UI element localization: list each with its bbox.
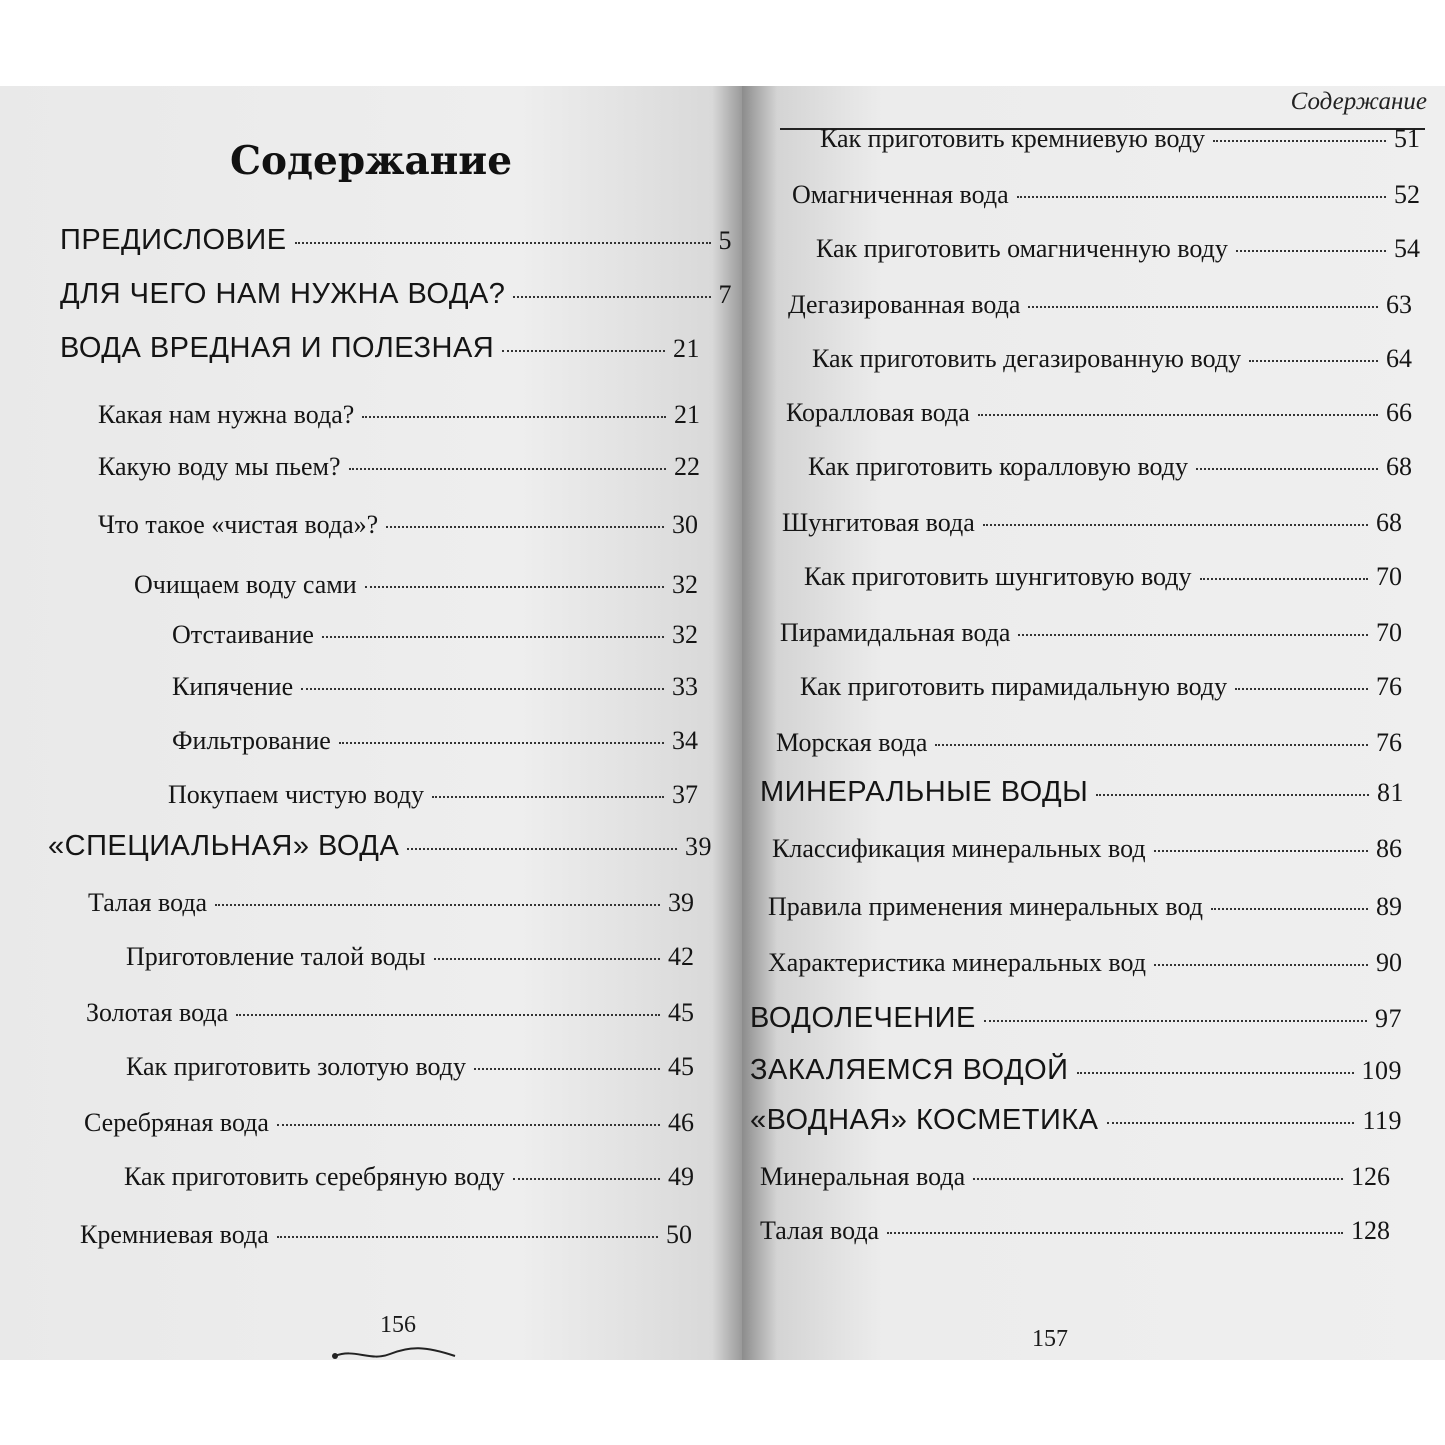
toc-entry-left-kipyachenie xyxy=(172,672,698,702)
book-spread xyxy=(0,86,1445,1360)
dot-leader xyxy=(502,349,665,352)
toc-entry-title: Золотая вода xyxy=(86,998,229,1027)
toc-entry-left-talaya-voda xyxy=(88,888,694,918)
toc-entry-left-prigotovlenie-taloy-vody xyxy=(126,942,694,972)
toc-entry-page-number: 49 xyxy=(668,1162,694,1191)
toc-entry-title: Отстаивание xyxy=(172,620,314,649)
toc-entry-title: Что такое «чистая вода»? xyxy=(98,510,379,539)
dot-leader xyxy=(1018,633,1368,636)
toc-entry-page-number: 64 xyxy=(1386,344,1412,373)
toc-entry-right-kak-prigotovit-korallovuyu-vodu xyxy=(808,452,1412,482)
dot-leader xyxy=(1213,139,1386,142)
toc-entry-title: Приготовление талой воды xyxy=(126,942,426,971)
toc-entry-page-number: 66 xyxy=(1386,398,1412,427)
dot-leader xyxy=(1096,793,1369,796)
dot-leader xyxy=(1154,963,1368,966)
left-page-number: 156 xyxy=(380,1312,416,1338)
toc-entry-title: Какую воду мы пьем? xyxy=(98,452,341,481)
toc-entry-left-otstaivanie xyxy=(172,620,698,650)
toc-entry-left-kak-prigotovit-serebryanuyu-vodu xyxy=(124,1162,694,1192)
toc-entry-right-omagnichennaya-voda xyxy=(792,180,1420,210)
toc-entry-page-number: 51 xyxy=(1394,124,1420,153)
dot-leader xyxy=(349,467,666,470)
toc-entry-page-number: 32 xyxy=(672,570,698,599)
toc-entry-title: ДЛЯ ЧЕГО НАМ НУЖНА ВОДА? xyxy=(60,278,506,310)
toc-entry-page-number: 7 xyxy=(718,280,732,309)
toc-entry-page-number: 34 xyxy=(672,726,698,755)
toc-entry-page-number: 86 xyxy=(1376,834,1402,863)
right-page-number: 157 xyxy=(1032,1326,1068,1352)
toc-entry-title: Кипячение xyxy=(172,672,294,701)
toc-entry-title: МИНЕРАЛЬНЫЕ ВОДЫ xyxy=(760,776,1089,808)
toc-entry-right-morskaya-voda xyxy=(776,728,1402,758)
toc-entry-left-voda-vrednaya-i-poleznaya xyxy=(60,332,700,365)
toc-entry-title: ЗАКАЛЯЕМСЯ ВОДОЙ xyxy=(750,1054,1069,1086)
toc-entry-title: Минеральная вода xyxy=(760,1162,966,1191)
dot-leader xyxy=(1077,1071,1354,1074)
toc-entry-page-number: 46 xyxy=(668,1108,694,1137)
toc-entry-title: Омагниченная вода xyxy=(792,180,1009,209)
running-head: Содержание xyxy=(1290,88,1427,115)
toc-entry-right-kak-prigotovit-shungitovuyu-vodu xyxy=(804,562,1402,592)
toc-entry-title: Фильтрование xyxy=(172,726,331,755)
toc-entry-left-kakuyu-vodu-my-pem xyxy=(98,452,700,482)
dot-leader xyxy=(935,743,1368,746)
toc-entry-left-kremnievaya-voda xyxy=(80,1220,692,1250)
toc-entry-right-harakteristika-mineralnyh-vod xyxy=(768,948,1402,978)
dot-leader xyxy=(407,847,677,850)
toc-entry-right-mineralnye-vody xyxy=(760,776,1404,809)
toc-entry-page-number: 119 xyxy=(1362,1106,1402,1135)
toc-entry-page-number: 70 xyxy=(1376,618,1402,647)
dot-leader xyxy=(1200,577,1368,580)
toc-entry-page-number: 63 xyxy=(1386,290,1412,319)
toc-entry-left-dlya-chego-nam-nuzhna-voda xyxy=(60,278,732,311)
dot-leader xyxy=(301,687,664,690)
toc-entry-page-number: 76 xyxy=(1376,672,1402,701)
dot-leader xyxy=(236,1013,660,1016)
toc-entry-right-kak-prigotovit-kremnievuyu-vodu xyxy=(820,124,1420,154)
dot-leader xyxy=(1236,249,1386,252)
dot-leader xyxy=(1107,1121,1355,1124)
toc-entry-page-number: 30 xyxy=(672,510,698,539)
page-ornament-icon xyxy=(330,1342,460,1364)
toc-entry-left-specialnaya-voda xyxy=(48,830,712,863)
toc-entry-title: Как приготовить пирамидальную воду xyxy=(800,672,1228,701)
toc-entry-page-number: 45 xyxy=(668,1052,694,1081)
dot-leader xyxy=(513,295,710,298)
dot-leader xyxy=(434,957,660,960)
toc-entry-page-number: 32 xyxy=(672,620,698,649)
toc-entry-title: Как приготовить дегазированную воду xyxy=(812,344,1242,373)
toc-entry-title: Характеристика минеральных вод xyxy=(768,948,1146,977)
toc-entry-title: Морская вода xyxy=(776,728,928,757)
toc-entry-title: Покупаем чистую воду xyxy=(168,780,425,809)
toc-entry-page-number: 76 xyxy=(1376,728,1402,757)
toc-entry-title: Как приготовить серебряную воду xyxy=(124,1162,505,1191)
toc-entry-title: Пирамидальная вода xyxy=(780,618,1011,647)
toc-entry-right-mineralnaya-voda xyxy=(760,1162,1390,1192)
dot-leader xyxy=(1196,467,1378,470)
toc-entry-left-filtrovanie xyxy=(172,726,698,756)
toc-entry-title: Талая вода xyxy=(760,1216,880,1245)
dot-leader xyxy=(1211,907,1368,910)
toc-entry-page-number: 90 xyxy=(1376,948,1402,977)
toc-entry-left-predislovie xyxy=(60,224,732,257)
toc-entry-right-pravila-primeneniya-mineralnyh-vod xyxy=(768,892,1402,922)
toc-entry-page-number: 45 xyxy=(668,998,694,1027)
toc-entry-title: Серебряная вода xyxy=(84,1108,269,1137)
toc-entry-page-number: 54 xyxy=(1394,234,1420,263)
dot-leader xyxy=(474,1067,660,1070)
toc-entry-right-piramidalnaya-voda xyxy=(780,618,1402,648)
dot-leader xyxy=(1235,687,1368,690)
toc-entry-title: Как приготовить коралловую воду xyxy=(808,452,1189,481)
toc-entry-page-number: 42 xyxy=(668,942,694,971)
toc-entry-title: ВОДА ВРЕДНАЯ И ПОЛЕЗНАЯ xyxy=(60,332,495,364)
dot-leader xyxy=(887,1231,1343,1234)
dot-leader xyxy=(1249,359,1378,362)
toc-entry-title: Какая нам нужна вода? xyxy=(98,400,355,429)
toc-entry-right-kak-prigotovit-piramidalnuyu-vodu xyxy=(800,672,1402,702)
toc-entry-left-zolotaya-voda xyxy=(86,998,694,1028)
toc-entry-right-zakalyaemsya-vodoy xyxy=(750,1054,1402,1087)
toc-entry-page-number: 70 xyxy=(1376,562,1402,591)
toc-entry-page-number: 33 xyxy=(672,672,698,701)
toc-entry-page-number: 50 xyxy=(666,1220,692,1249)
toc-entry-title: Классификация минеральных вод xyxy=(772,834,1146,863)
toc-entry-page-number: 81 xyxy=(1377,778,1404,807)
dot-leader xyxy=(983,523,1368,526)
toc-entry-title: ПРЕДИСЛОВИЕ xyxy=(60,224,287,256)
toc-entry-page-number: 39 xyxy=(668,888,694,917)
toc-entry-title: Как приготовить шунгитовую воду xyxy=(804,562,1192,591)
toc-entry-title: Дегазированная вода xyxy=(788,290,1021,319)
toc-entry-title: Кремниевая вода xyxy=(80,1220,269,1249)
toc-entry-title: Как приготовить золотую воду xyxy=(126,1052,467,1081)
left-page xyxy=(0,86,742,1360)
dot-leader xyxy=(1028,305,1378,308)
dot-leader xyxy=(984,1019,1367,1022)
toc-entry-right-kak-prigotovit-omagnichennuyu-vodu xyxy=(816,234,1420,264)
toc-entry-right-korallovaya-voda xyxy=(786,398,1412,428)
toc-entry-title: Как приготовить омагниченную воду xyxy=(816,234,1228,263)
toc-entry-right-kak-prigotovit-degazirovannuyu-vodu xyxy=(812,344,1412,374)
dot-leader xyxy=(1017,195,1386,198)
dot-leader xyxy=(978,413,1378,416)
toc-entry-title: ВОДОЛЕЧЕНИЕ xyxy=(750,1002,976,1034)
toc-entry-left-kakaya-nam-nuzhna-voda xyxy=(98,400,700,430)
toc-entry-left-ochischaem-vodu-sami xyxy=(134,570,698,600)
dot-leader xyxy=(432,795,664,798)
dot-leader xyxy=(295,241,711,244)
toc-entry-page-number: 68 xyxy=(1376,508,1402,537)
dot-leader xyxy=(277,1123,660,1126)
toc-entry-left-kak-prigotovit-zolotuyu-vodu xyxy=(126,1052,694,1082)
dot-leader xyxy=(362,415,666,418)
toc-entry-page-number: 21 xyxy=(674,400,700,429)
toc-entry-right-degazirovannaya-voda xyxy=(788,290,1412,320)
toc-entry-title: Коралловая вода xyxy=(786,398,970,427)
toc-entry-page-number: 52 xyxy=(1394,180,1420,209)
toc-entry-title: «СПЕЦИАЛЬНАЯ» ВОДА xyxy=(48,830,400,862)
toc-entry-page-number: 68 xyxy=(1386,452,1412,481)
toc-entry-right-vodolechenie xyxy=(750,1002,1402,1035)
dot-leader xyxy=(386,525,664,528)
toc-entry-title: Шунгитовая вода xyxy=(782,508,975,537)
dot-leader xyxy=(339,741,664,744)
toc-entry-page-number: 5 xyxy=(718,226,732,255)
toc-entry-page-number: 37 xyxy=(672,780,698,809)
dot-leader xyxy=(973,1177,1343,1180)
toc-entry-right-klassifikaciya-mineralnyh-vod xyxy=(772,834,1402,864)
toc-entry-title: «ВОДНАЯ» КОСМЕТИКА xyxy=(750,1104,1099,1136)
dot-leader xyxy=(277,1235,658,1238)
toc-entry-page-number: 21 xyxy=(673,334,700,363)
dot-leader xyxy=(215,903,660,906)
dot-leader xyxy=(513,1177,660,1180)
toc-entry-page-number: 109 xyxy=(1361,1056,1402,1085)
dot-leader xyxy=(1154,849,1368,852)
toc-entry-page-number: 97 xyxy=(1375,1004,1402,1033)
toc-entry-page-number: 39 xyxy=(685,832,712,861)
dot-leader xyxy=(322,635,664,638)
toc-entry-right-vodnaya-kosmetika xyxy=(750,1104,1402,1137)
toc-entry-title: Очищаем воду сами xyxy=(134,570,357,599)
toc-entry-title: Как приготовить кремниевую воду xyxy=(820,124,1205,153)
toc-entry-page-number: 128 xyxy=(1351,1216,1390,1245)
toc-entry-left-pokupaem-chistuyu-vodu xyxy=(168,780,698,810)
toc-entry-right-shungitovaya-voda xyxy=(782,508,1402,538)
toc-entry-page-number: 89 xyxy=(1376,892,1402,921)
right-page xyxy=(742,86,1445,1360)
toc-entry-page-number: 22 xyxy=(674,452,700,481)
toc-entry-title: Правила применения минеральных вод xyxy=(768,892,1203,921)
toc-entry-right-talaya-voda xyxy=(760,1216,1390,1246)
toc-entry-left-chto-takoe-chistaya-voda xyxy=(98,510,698,540)
toc-entry-page-number: 126 xyxy=(1351,1162,1390,1191)
toc-entry-left-serebryanaya-voda xyxy=(84,1108,694,1138)
dot-leader xyxy=(365,585,664,588)
toc-entry-title: Талая вода xyxy=(88,888,208,917)
page-title: Содержание xyxy=(229,138,513,184)
